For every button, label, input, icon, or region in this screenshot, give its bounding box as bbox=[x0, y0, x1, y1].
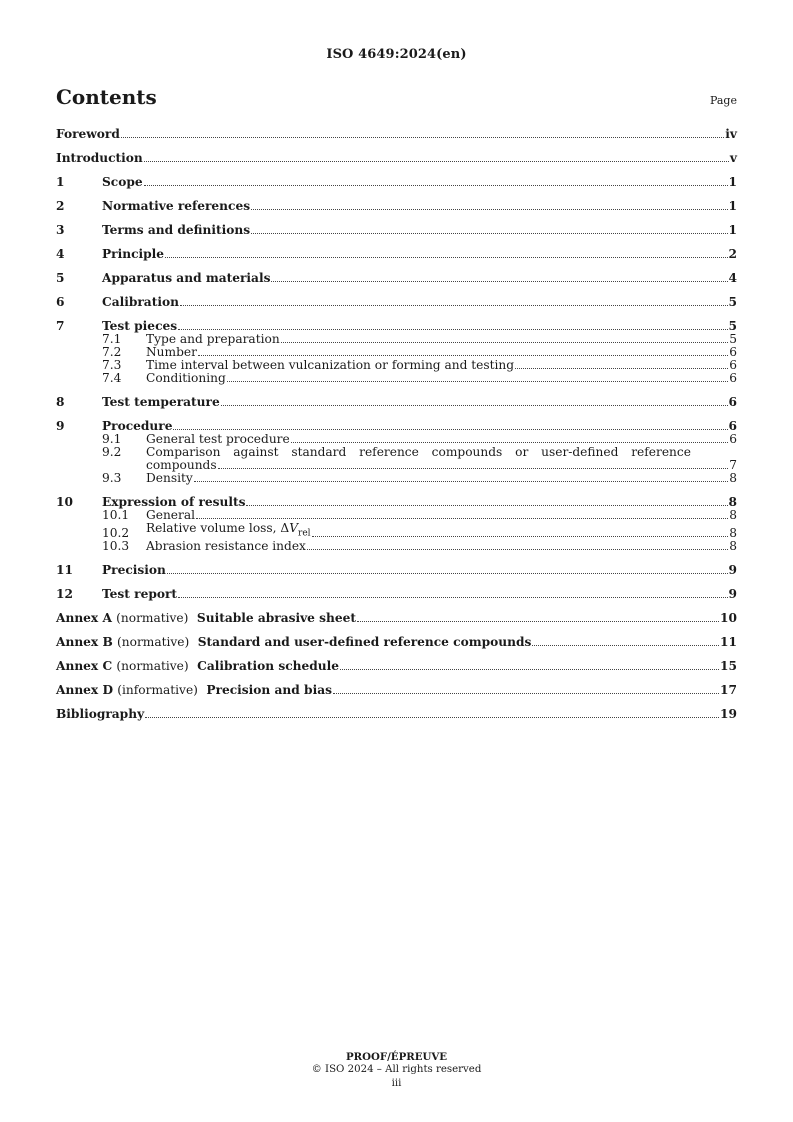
toc-title: Test temperature bbox=[102, 395, 220, 409]
dot-leader bbox=[218, 468, 729, 469]
toc-page: 1 bbox=[728, 199, 737, 213]
toc-page: 6 bbox=[729, 345, 737, 359]
toc-title: Test report bbox=[102, 587, 178, 602]
toc-entry-7-4[interactable] bbox=[56, 372, 737, 385]
toc-title: Foreword bbox=[56, 127, 120, 141]
toc-title bbox=[56, 660, 339, 673]
dot-leader bbox=[167, 573, 728, 574]
toc-number: 7.2 bbox=[102, 345, 122, 359]
toc-title: Calibration bbox=[102, 295, 179, 309]
toc-title: Test pieces bbox=[102, 319, 178, 333]
toc-page: 6 bbox=[728, 395, 737, 409]
table-of-contents bbox=[56, 128, 737, 721]
toc-title: Apparatus and materials bbox=[102, 271, 271, 285]
toc-title: Number bbox=[146, 345, 197, 359]
toc-entry-1[interactable] bbox=[56, 176, 737, 189]
toc-title: Scope bbox=[102, 175, 143, 189]
dot-leader bbox=[312, 536, 729, 537]
toc-title: Precision bbox=[102, 563, 166, 578]
toc-title: General test procedure bbox=[146, 432, 290, 446]
annex-kind: (normative) bbox=[117, 635, 190, 650]
toc-number: 9.2 bbox=[102, 445, 122, 459]
toc-number: 10.2 bbox=[102, 526, 130, 541]
dot-leader bbox=[333, 693, 719, 694]
dot-leader bbox=[198, 355, 728, 356]
toc-title: Type and preparation bbox=[146, 332, 280, 346]
toc-page: 15 bbox=[720, 659, 737, 674]
annex-title: Calibration schedule bbox=[197, 659, 340, 674]
toc-page: 8 bbox=[729, 471, 737, 485]
toc-page: 2 bbox=[728, 247, 737, 261]
dot-leader bbox=[251, 233, 727, 234]
dot-leader bbox=[173, 429, 727, 430]
annex-label: Annex C bbox=[56, 659, 113, 674]
toc-page: 10 bbox=[720, 611, 737, 626]
toc-number: 7.1 bbox=[102, 332, 122, 346]
annex-kind: (informative) bbox=[117, 683, 198, 698]
toc-page: 6 bbox=[729, 432, 737, 446]
toc-number: 7.3 bbox=[102, 358, 122, 372]
toc-entry-annex-a[interactable] bbox=[56, 612, 737, 625]
page-column-label: Page bbox=[709, 94, 737, 107]
toc-page: 6 bbox=[728, 419, 737, 433]
toc-title-variable: V bbox=[289, 521, 299, 535]
toc-page: 17 bbox=[720, 683, 737, 698]
toc-number: 6 bbox=[56, 295, 65, 309]
dot-leader bbox=[196, 518, 728, 519]
toc-page: iv bbox=[725, 127, 737, 141]
toc-page: v bbox=[729, 151, 737, 165]
toc-title: compounds bbox=[146, 458, 217, 472]
toc-number: 2 bbox=[56, 199, 65, 213]
toc-title bbox=[56, 612, 356, 625]
toc-page: 8 bbox=[729, 526, 737, 541]
toc-entry-annex-d[interactable] bbox=[56, 684, 737, 697]
toc-entry-introduction[interactable] bbox=[56, 152, 737, 165]
dot-leader bbox=[532, 645, 719, 646]
toc-number: 10.1 bbox=[102, 508, 130, 522]
toc-page: 5 bbox=[728, 295, 737, 309]
toc-entry-2[interactable] bbox=[56, 200, 737, 213]
toc-title: Expression of results bbox=[102, 495, 246, 509]
contents-heading-row bbox=[56, 85, 737, 109]
dot-leader bbox=[357, 621, 719, 622]
toc-page: 1 bbox=[728, 223, 737, 237]
toc-entry-11[interactable] bbox=[56, 564, 737, 577]
toc-title-subscript: rel bbox=[298, 528, 311, 539]
copyright-notice: © ISO 2024 – All rights reserved bbox=[311, 1063, 482, 1075]
dot-leader bbox=[281, 342, 729, 343]
dot-leader bbox=[221, 405, 728, 406]
toc-number: 4 bbox=[56, 247, 65, 261]
toc-entry-12[interactable] bbox=[56, 588, 737, 601]
toc-number: 9 bbox=[56, 419, 65, 433]
document-id: ISO 4649:2024(en) bbox=[326, 47, 467, 62]
annex-kind: (normative) bbox=[116, 611, 189, 626]
toc-number: 10.3 bbox=[102, 539, 130, 554]
toc-word: compounds bbox=[431, 445, 503, 459]
toc-page: 6 bbox=[729, 358, 737, 372]
toc-page: 19 bbox=[720, 707, 737, 722]
toc-page: 8 bbox=[729, 508, 737, 522]
toc-number: 5 bbox=[56, 271, 65, 285]
dot-leader bbox=[144, 185, 728, 186]
toc-title: Time interval between vulcanization or forming and testing bbox=[146, 358, 515, 372]
toc-title-justified bbox=[146, 446, 691, 459]
toc-title: General bbox=[146, 508, 195, 522]
toc-page: 8 bbox=[728, 495, 737, 509]
toc-entry-9-3[interactable] bbox=[56, 472, 737, 485]
toc-title: Procedure bbox=[102, 419, 173, 433]
annex-label: Annex B bbox=[56, 635, 113, 650]
dot-leader bbox=[251, 209, 727, 210]
toc-page: 5 bbox=[729, 332, 737, 346]
dot-leader bbox=[291, 442, 729, 443]
toc-number: 8 bbox=[56, 395, 65, 409]
proof-label: PROOF/ÉPREUVE bbox=[345, 1051, 448, 1063]
toc-page: 7 bbox=[729, 458, 737, 472]
toc-page: 9 bbox=[728, 587, 737, 602]
toc-entry-annex-b[interactable] bbox=[56, 636, 737, 649]
toc-title: Principle bbox=[102, 247, 165, 261]
toc-word: reference bbox=[631, 445, 691, 459]
dot-leader bbox=[340, 669, 719, 670]
toc-word: against bbox=[233, 445, 279, 459]
toc-number: 11 bbox=[56, 563, 73, 578]
dot-leader bbox=[121, 137, 724, 138]
dot-leader bbox=[180, 305, 728, 306]
toc-page: 11 bbox=[720, 635, 737, 650]
dot-leader bbox=[145, 717, 719, 718]
toc-entry-10-3[interactable] bbox=[56, 540, 737, 553]
toc-title bbox=[56, 636, 531, 649]
page-number: iii bbox=[391, 1078, 402, 1089]
toc-entry-8[interactable] bbox=[56, 396, 737, 409]
toc-page: 4 bbox=[728, 271, 737, 285]
toc-title: Bibliography bbox=[56, 707, 145, 722]
toc-word: standard bbox=[291, 445, 347, 459]
toc-page: 8 bbox=[729, 539, 737, 554]
dot-leader bbox=[165, 257, 727, 258]
toc-entry-4[interactable] bbox=[56, 248, 737, 261]
dot-leader bbox=[178, 597, 727, 598]
dot-leader bbox=[178, 329, 727, 330]
toc-title: Density bbox=[146, 471, 193, 485]
toc-title bbox=[56, 684, 332, 697]
toc-number: 9.3 bbox=[102, 471, 122, 485]
toc-title: Introduction bbox=[56, 151, 143, 165]
dot-leader bbox=[227, 381, 728, 382]
toc-title: Terms and definitions bbox=[102, 223, 251, 237]
dot-leader bbox=[271, 281, 727, 282]
toc-entry-5[interactable] bbox=[56, 272, 737, 285]
toc-word: reference bbox=[359, 445, 419, 459]
toc-entry-bibliography[interactable] bbox=[56, 708, 737, 721]
toc-page: 1 bbox=[728, 175, 737, 189]
toc-word: Comparison bbox=[146, 445, 221, 459]
annex-label: Annex A bbox=[56, 611, 112, 626]
page-footer bbox=[0, 1052, 793, 1090]
toc-page: 6 bbox=[729, 371, 737, 385]
toc-number: 3 bbox=[56, 223, 65, 237]
toc-number: 9.1 bbox=[102, 432, 122, 446]
toc-number: 7.4 bbox=[102, 371, 122, 385]
toc-entry-6[interactable] bbox=[56, 296, 737, 309]
dot-leader bbox=[194, 481, 728, 482]
annex-kind: (normative) bbox=[116, 659, 189, 674]
toc-entry-foreword[interactable] bbox=[56, 128, 737, 141]
toc-page: 5 bbox=[728, 319, 737, 333]
toc-number: 10 bbox=[56, 495, 73, 509]
toc-entry-3[interactable] bbox=[56, 224, 737, 237]
toc-title bbox=[146, 522, 311, 540]
toc-word: user-defined bbox=[541, 445, 619, 459]
contents-title: Contents bbox=[56, 85, 157, 109]
dot-leader bbox=[144, 161, 729, 162]
toc-entry-10-2[interactable] bbox=[56, 522, 737, 540]
dot-leader bbox=[307, 549, 728, 550]
annex-label: Annex D bbox=[56, 683, 114, 698]
toc-title: Normative references bbox=[102, 199, 251, 213]
dot-leader bbox=[246, 505, 727, 506]
annex-title: Standard and user-defined reference compounds bbox=[197, 635, 532, 650]
toc-entry-annex-c[interactable] bbox=[56, 660, 737, 673]
toc-number: 12 bbox=[56, 587, 73, 602]
annex-title: Precision and bias bbox=[206, 683, 332, 698]
toc-word: or bbox=[515, 445, 529, 459]
dot-leader bbox=[515, 368, 728, 369]
toc-title: Abrasion resistance index bbox=[146, 539, 306, 554]
toc-title-prefix: Relative volume loss, Δ bbox=[146, 521, 290, 535]
toc-number: 7 bbox=[56, 319, 65, 333]
toc-page: 9 bbox=[728, 563, 737, 578]
annex-title: Suitable abrasive sheet bbox=[196, 611, 357, 626]
toc-title: Conditioning bbox=[146, 371, 226, 385]
toc-number: 1 bbox=[56, 175, 65, 189]
